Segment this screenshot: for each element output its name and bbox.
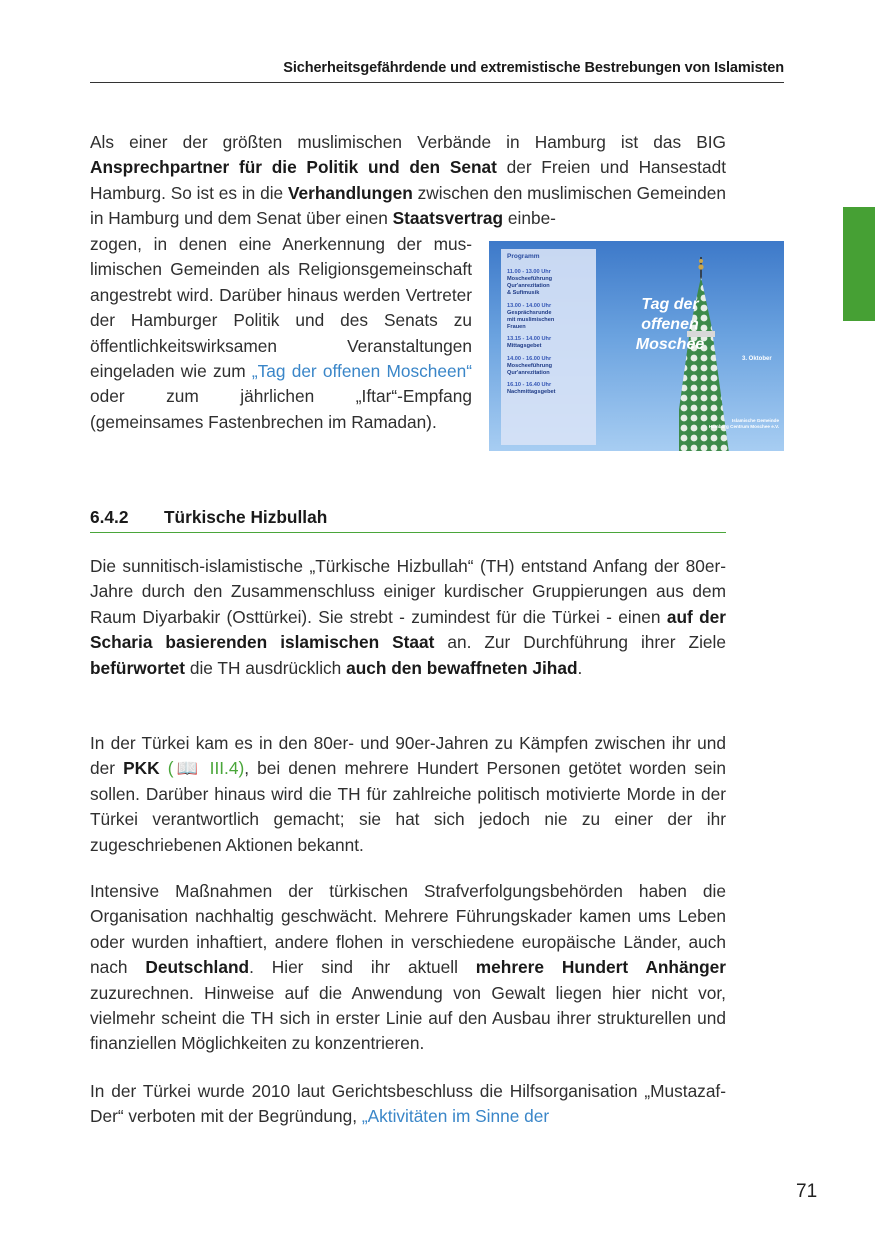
program-item: 13.00 - 14.00 Uhr Gesprächsrunde mit muslimischen Frauen [507, 302, 555, 330]
page-number: 71 [796, 1181, 818, 1202]
tag-der-offenen-moscheen-link[interactable]: „Tag der offenen Moscheen“ [251, 361, 472, 382]
paragraph-pkk-conflict: In der Türkei kam es in den 80er- und 90er-Jahren zu Kämpfen zwischen ihr und der PKK (📖 III.4), bei denen mehrere Hundert Personen getötet worden sein sollen. Darüber hinaus wird die TH für zahlreiche politisch motivierte Morde in der Türkei verantwortlich gemacht; sie hat sich jedoch nie zu einer der ihr zugeschriebenen Aktionen bekannt. [90, 733, 726, 855]
header-divider [90, 82, 784, 83]
mosque-open-day-flyer [489, 241, 784, 451]
paragraph-measures: Intensive Maßnahmen der türkischen Strafverfolgungsbehörden haben die Organisation nachhaltig geschwächt. Mehrere Führungskader kamen ums Leben oder wurden inhaftiert, andere flohen in verschiedene europäische Länder, auch nach Deutschland. Hier sind ihr aktuell mehrere Hundert Anhänger zuzurechnen. Hinweise auf die Anwendung von Gewalt liegen hier nicht vor, vielmehr scheint die TH sich in erster Linie auf den Ausbau ihrer strukturellen und finanziellen Möglichkeiten zu konzentrieren. [90, 881, 726, 1054]
chapter-tab-marker [843, 207, 875, 321]
program-item: 14.00 - 16.00 Uhr Moscheeführung Qur'anrezitation [507, 355, 553, 376]
program-item: 13.15 - 14.00 Uhr Mittagsgebet [507, 336, 552, 349]
activities-quote-link[interactable]: „Aktivitäten im Sinne der [361, 1106, 550, 1127]
program-title: Programm [507, 253, 540, 260]
running-header: Sicherheitsgefährdende und extremistische Bestrebungen von Islamisten [283, 60, 784, 76]
intro-paragraph-continued: zogen, in denen eine Anerkennung der muslimischen Gemeinden als Religionsgemeinschaft angestrebt wird. Darüber hinaus werden Vertreter der Hamburger Politik und des Senats zu öffentlichkeitswirksamen Veranstaltungen eingeladen wie zum „Tag der offenen Moscheen“ oder zum jährlichen „Iftar“-Empfang (gemeinsames Fastenbrechen im Ramadan). [90, 234, 472, 432]
section-heading [90, 507, 726, 533]
pkk-reference-link[interactable]: (📖 III.4) [167, 758, 245, 779]
section-number: 6.4.2 [90, 507, 129, 527]
paragraph-mustazaf-der: In der Türkei wurde 2010 laut Gerichtsbeschluss die Hilfsorganisation „Mustazaf-Der“ verboten mit der Begründung, „Aktivitäten im Sinne der [90, 1081, 726, 1127]
program-item: 11.00 - 13.00 Uhr Moscheeführung Qur'anrezitation & Sufimusik [507, 269, 553, 296]
paragraph-origin: Die sunnitisch-islamistische „Türkische Hizbullah“ (TH) entstand Anfang der 80er-Jahre durch den Zusammenschluss einiger kurdischer Gruppierungen aus dem Raum Diyarbakir (Osttürkei). Sie strebt - zumindest für die Türkei - einen auf der Scharia basierenden islamischen Staat an. Zur Durchführung ihrer Ziele befürwortet die TH ausdrücklich auch den bewaffneten Jihad. [90, 556, 726, 678]
flyer-headline: Tag der offenen Moschee [635, 296, 705, 353]
flyer-date: 3. Oktober [742, 356, 772, 362]
program-list [507, 269, 597, 402]
section-title: Türkische Hizbullah [164, 507, 328, 527]
program-item: 16.10 - 16.40 Uhr Nachmittagsgebet [507, 382, 556, 395]
intro-paragraph: Als einer der größten muslimischen Verbände in Hamburg ist das BIG Ansprechpartner für die Politik und den Senat der Freien und Hansestadt Hamburg. So ist es in die Verhandlungen zwischen den muslimischen Gemeinden in Hamburg und dem Senat über einen Staatsvertrag einbe- [90, 132, 726, 229]
flyer-organizer: Islamische Gemeinde Hamburg Centrum Moschee e.V. [708, 418, 779, 429]
